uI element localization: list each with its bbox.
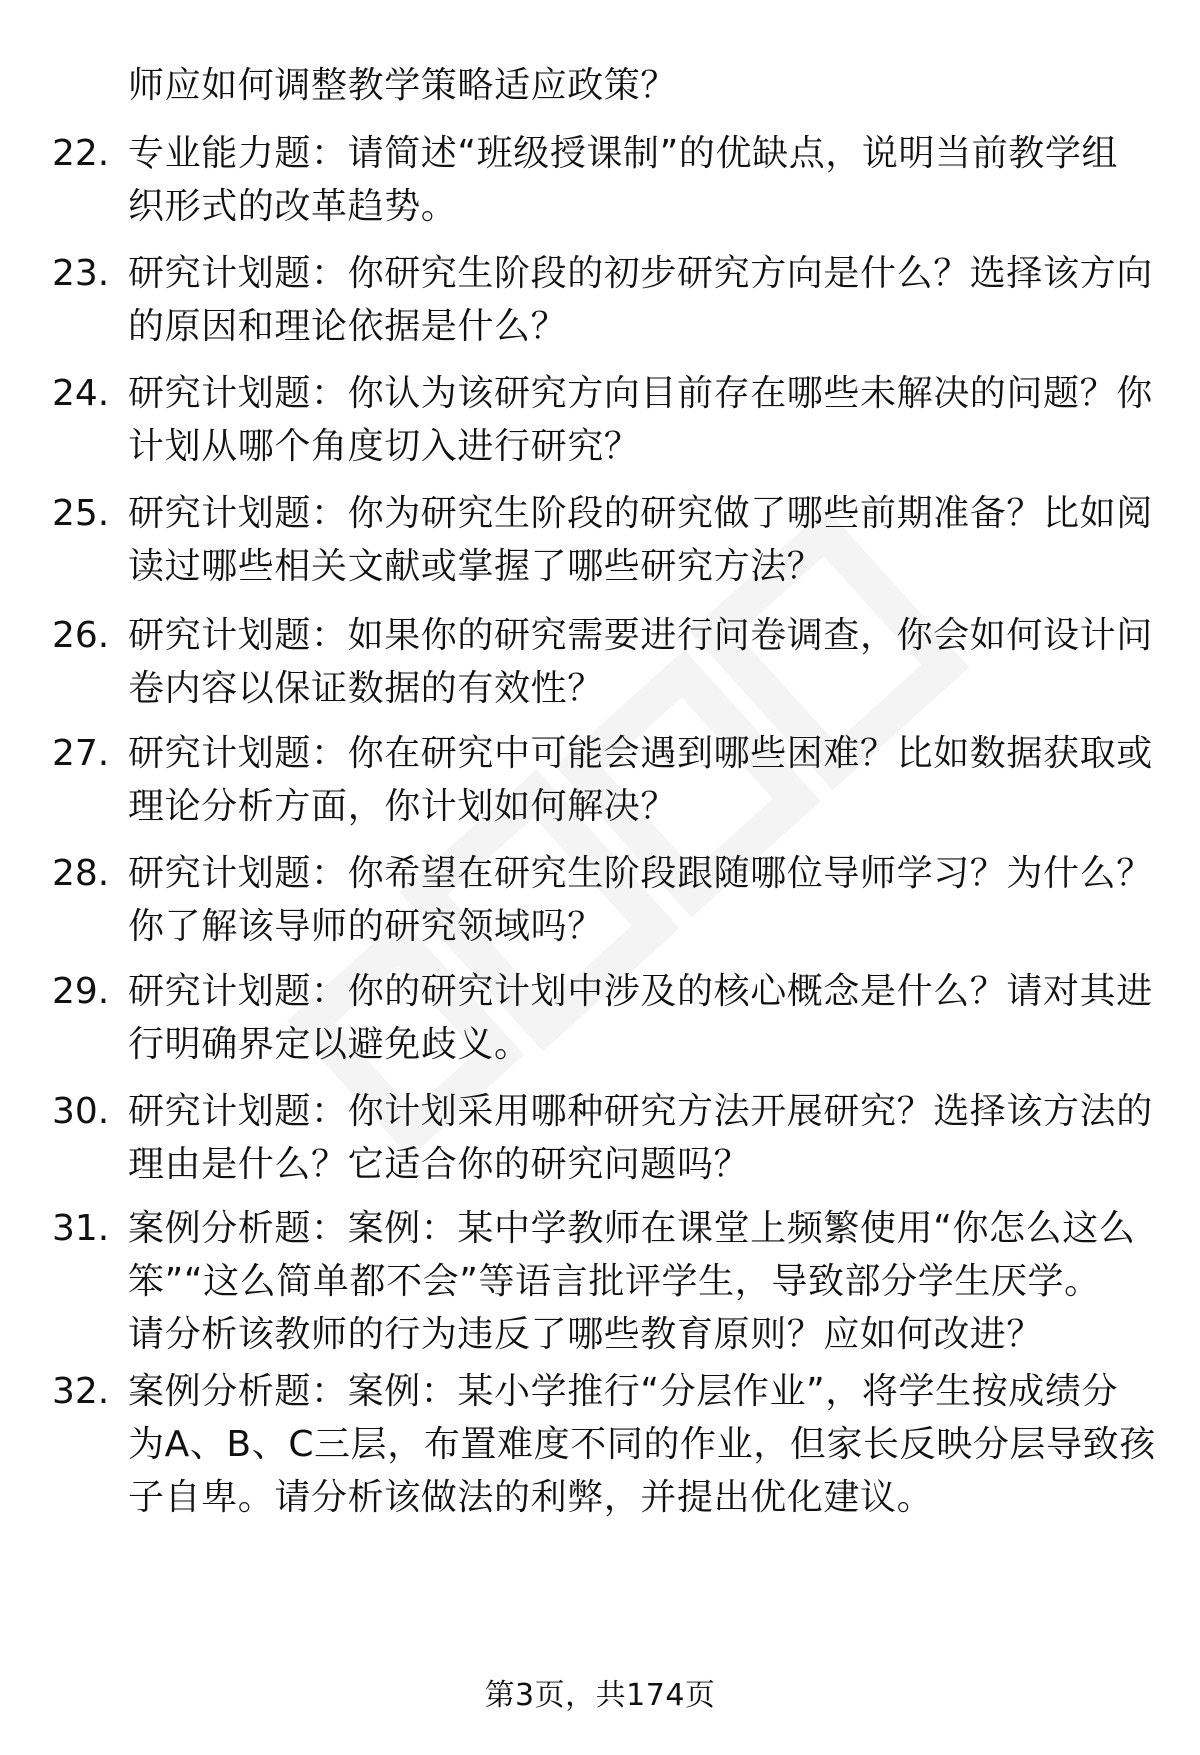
question-text-line: 为A、B、C三层，布置难度不同的作业，但家长反映分层导致孩 xyxy=(128,1424,1156,1465)
question-text-line: 笨”“这么简单都不会”等语言批评学生，导致部分学生厌学。 xyxy=(128,1261,1101,1302)
question-text-line: 研究计划题：你认为该研究方向目前存在哪些未解决的问题？你 xyxy=(128,373,1153,414)
question-number: 28. xyxy=(52,853,110,894)
question-number: 25. xyxy=(52,493,110,534)
question-text-line: 卷内容以保证数据的有效性？ xyxy=(128,668,604,709)
question-text-line: 理由是什么？它适合你的研究问题吗？ xyxy=(128,1144,751,1185)
question-text-line: 你了解该导师的研究领域吗？ xyxy=(128,906,604,947)
question-number: 29. xyxy=(52,971,110,1012)
question-text-line: 织形式的改革趋势。 xyxy=(128,186,458,227)
question-text-line: 子自卑。请分析该做法的利弊，并提出优化建议。 xyxy=(128,1477,934,1518)
question-text-line: 行明确界定以避免歧义。 xyxy=(128,1024,531,1065)
question-text-line: 案例分析题：案例：某小学推行“分层作业”，将学生按成绩分 xyxy=(128,1371,1119,1412)
question-text-line: 研究计划题：你研究生阶段的初步研究方向是什么？选择该方向 xyxy=(128,253,1153,294)
question-number: 22. xyxy=(52,133,110,174)
question-text-line: 理论分析方面，你计划如何解决？ xyxy=(128,786,678,827)
question-text-line: 读过哪些相关文献或掌握了哪些研究方法？ xyxy=(128,546,824,587)
question-text-line: 研究计划题：如果你的研究需要进行问卷调查，你会如何设计问 xyxy=(128,615,1153,656)
question-text-line: 的原因和理论依据是什么？ xyxy=(128,306,568,347)
question-number: 31. xyxy=(52,1208,110,1249)
intro-line: 师应如何调整教学策略适应政策？ xyxy=(128,65,678,106)
question-text-line: 计划从哪个角度切入进行研究？ xyxy=(128,426,641,467)
question-text-line: 研究计划题：你为研究生阶段的研究做了哪些前期准备？比如阅 xyxy=(128,493,1153,534)
question-text-line: 研究计划题：你的研究计划中涉及的核心概念是什么？请对其进 xyxy=(128,971,1153,1012)
question-text-line: 研究计划题：你计划采用哪种研究方法开展研究？选择该方法的 xyxy=(128,1091,1153,1132)
question-number: 27. xyxy=(52,733,110,774)
question-text-line: 研究计划题：你希望在研究生阶段跟随哪位导师学习？为什么？ xyxy=(128,853,1153,894)
question-number: 23. xyxy=(52,253,110,294)
page-footer: 第3页，共174页 xyxy=(484,1678,716,1713)
question-text-line: 请分析该教师的行为违反了哪些教育原则？应如何改进？ xyxy=(128,1314,1044,1355)
question-number: 30. xyxy=(52,1091,110,1132)
question-text-line: 案例分析题：案例：某中学教师在课堂上频繁使用“你怎么这么 xyxy=(128,1208,1136,1249)
question-number: 26. xyxy=(52,615,110,656)
question-number: 32. xyxy=(52,1371,110,1412)
question-number: 24. xyxy=(52,373,110,414)
question-text-line: 研究计划题：你在研究中可能会遇到哪些困难？比如数据获取或 xyxy=(128,733,1153,774)
question-text-line: 专业能力题：请简述“班级授课制”的优缺点，说明当前教学组 xyxy=(128,133,1119,174)
